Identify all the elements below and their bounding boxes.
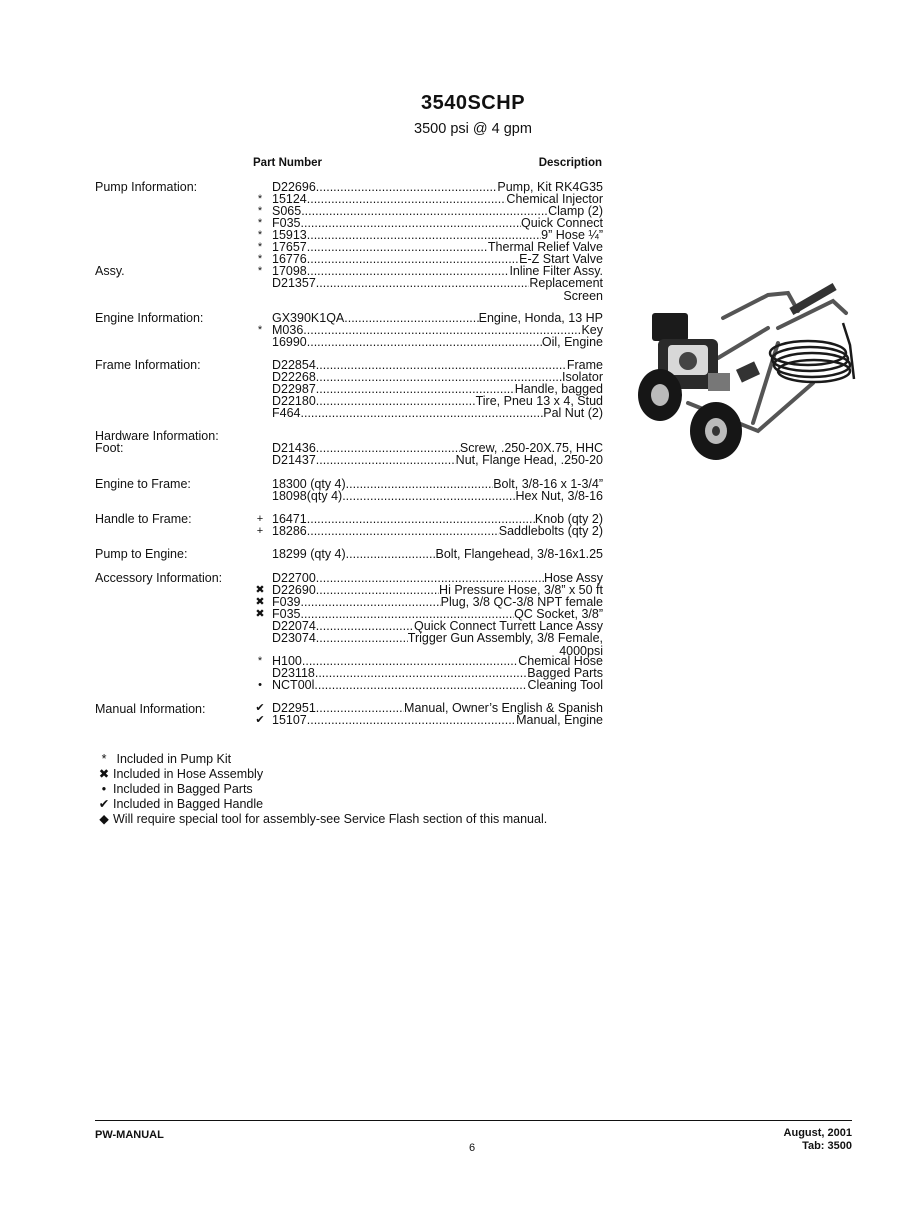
part-number: D22696 [272,180,316,194]
section-label-pump-to-engine: Pump to Engine: [95,547,188,561]
legend-item [95,812,547,826]
leader-dots [342,491,515,503]
part-description: Pump, Kit RK4G35 [497,180,603,194]
part-marker: * [257,229,263,241]
leader-dots [307,337,542,349]
part-marker: ✖ [255,584,265,596]
footer-date: August, 2001 [783,1127,852,1139]
part-description: Chemical Injector [506,192,603,206]
part-row [253,715,603,727]
part-row [253,680,603,692]
part-number: 18300 (qty 4) [272,477,346,491]
part-number: S065 [272,204,302,218]
footer-date-tab [784,1127,852,1153]
part-description: Nut, Flange Head, .250-20 [455,453,603,467]
part-description: E-Z Start Valve [519,252,603,266]
part-number: F039 [272,595,301,609]
part-number: 15107 [272,713,307,727]
part-description: Bagged Parts [527,666,603,680]
part-number: D22690 [272,583,316,597]
part-marker: ✖ [255,596,265,608]
description-continuation: 4000psi [559,644,603,658]
part-marker: * [257,265,263,277]
part-description: Plug, 3/8 QC-3/8 NPT female [440,595,603,609]
part-number: M036 [272,323,304,337]
description-continuation: Screen [563,289,603,303]
part-number: D23074 [272,631,316,645]
part-marker: • [258,679,262,691]
part-description: QC Socket, 3/8” [514,607,603,621]
leader-dots [346,549,436,561]
checkmark-icon: ✔ [98,797,110,811]
part-number: D22951 [272,701,316,715]
leader-dots [302,656,518,668]
leader-dots [316,278,530,290]
part-marker: * [257,217,263,229]
legend-text: Included in Bagged Handle [113,797,264,811]
part-number: 17098 [272,264,307,278]
part-number: 18299 (qty 4) [272,547,346,561]
column-header-description: Description [538,157,602,169]
leader-dots [316,182,498,194]
leader-dots [316,621,414,633]
part-number: NCT00l [272,678,315,692]
legend-item [95,767,263,781]
part-number: GX390K1QA [272,311,345,325]
part-number: D21436 [272,441,316,455]
part-marker: * [257,655,263,667]
leader-dots [316,585,439,597]
part-number: F035 [272,607,301,621]
section-label-assy: Assy. [95,264,125,278]
leader-dots [344,313,478,325]
part-marker: ✔ [255,714,265,726]
part-description: Inline Filter Assy. [509,264,603,278]
part-description: 9” Hose ¼” [541,228,603,242]
part-number: F464 [272,406,301,420]
part-number: D21437 [272,453,316,467]
leader-dots [316,443,460,455]
part-description: Key [581,323,603,337]
section-label-manual: Manual Information: [95,702,206,716]
part-row [253,633,603,645]
leader-dots [307,242,488,254]
part-row [253,455,603,467]
part-row [253,337,603,349]
part-description: Hose Assy [543,571,603,585]
part-description: Quick Connect [521,216,603,230]
part-row [253,491,603,503]
part-marker: * [257,205,263,217]
part-number: D22180 [272,394,316,408]
part-number: 16471 [272,512,307,526]
legend-item [95,797,263,811]
footer-divider [95,1120,852,1121]
part-number: D21357 [272,276,316,290]
part-number: D22987 [272,382,316,396]
part-description: Handle, bagged [514,382,603,396]
column-header-part-number: Part Number [253,157,323,169]
part-description: Quick Connect Turrett Lance Assy [414,619,603,633]
part-description: Bolt, Flangehead, 3/8-16x1.25 [435,547,603,561]
legend-item [95,782,253,796]
part-number: 18286 [272,524,307,538]
legend-text: Included in Pump Kit [116,752,232,766]
footer-tab: Tab: 3500 [802,1140,852,1152]
part-description: Trigger Gun Assembly, 3/8 Female, [407,631,603,645]
model-subtitle: 3500 psi @ 4 gpm [414,121,532,137]
part-description: Tire, Pneu 13 x 4, Stud [475,394,603,408]
section-label-pump: Pump Information: [95,180,198,194]
part-marker: * [257,241,263,253]
leader-dots [316,703,404,715]
part-description: Pal Nut (2) [543,406,603,420]
part-number: 16990 [272,335,307,349]
leader-dots [301,206,548,218]
section-label-hardware: Hardware Information: [95,429,219,443]
legend-item [95,752,231,766]
part-marker: * [257,253,263,265]
leader-dots [307,266,510,278]
model-title: 3540SCHP [420,92,526,114]
part-marker: * [257,193,263,205]
part-description: Saddlebolts (qty 2) [498,524,603,538]
part-number: D22700 [272,571,316,585]
legend-text: Included in Hose Assembly [113,767,264,781]
part-description: Hi Pressure Hose, 3/8” x 50 ft [439,583,603,597]
part-number: F035 [272,216,301,230]
part-number: 17657 [272,240,307,254]
part-description: Engine, Honda, 13 HP [478,311,603,325]
pressure-washer-illustration [628,283,860,463]
leader-dots [316,360,567,372]
part-description: Cleaning Tool [527,678,603,692]
leader-dots [301,218,522,230]
bullet-icon: • [101,782,107,796]
section-label-frame: Frame Information: [95,358,201,372]
section-label-accessory: Accessory Information: [95,571,223,585]
part-number: D22854 [272,358,316,372]
part-number: D23118 [272,666,315,680]
leader-dots [301,408,544,420]
part-description: Manual, Owner’s English & Spanish [404,701,603,715]
leader-dots [307,526,499,538]
section-label-engine-to-frame: Engine to Frame: [95,477,191,491]
part-description: Chemical Hose [518,654,603,668]
part-row [253,313,603,325]
part-description: Hex Nut, 3/8-16 [515,489,603,503]
part-number: H100 [272,654,302,668]
leader-dots [314,680,527,692]
part-description: Frame [566,358,603,372]
part-row [253,278,603,290]
part-row [253,526,603,538]
part-description: Screw, .250-20X.75, HHC [459,441,603,455]
part-number: 16776 [272,252,307,266]
part-marker: * [257,324,263,336]
part-marker: + [256,525,264,537]
diamond-icon: ◆ [99,812,109,826]
part-description: Knob (qty 2) [534,512,603,526]
part-marker: + [256,513,264,525]
page-number: 6 [469,1142,476,1154]
cross-icon: ✖ [98,767,110,781]
leader-dots [316,396,476,408]
part-number: 15124 [272,192,307,206]
part-description: Clamp (2) [548,204,603,218]
part-marker: ✖ [255,608,265,620]
leader-dots [307,194,507,206]
leader-dots [307,715,516,727]
leader-dots [316,633,408,645]
part-description: Thermal Relief Valve [487,240,603,254]
section-label-engine: Engine Information: [95,311,204,325]
legend-text: Included in Bagged Parts [113,782,253,796]
section-label-handle-to-frame: Handle to Frame: [95,512,192,526]
part-description: Isolator [562,370,603,384]
legend-text: Will require special tool for assembly-see Service Flash section of this manual. [113,812,548,826]
part-row [253,549,603,561]
part-row [253,408,603,420]
leader-dots [316,455,456,467]
part-number: D22268 [272,370,316,384]
part-number: D22074 [272,619,316,633]
asterisk-icon: * [101,752,107,766]
part-description: Manual, Engine [516,713,603,727]
leader-dots [346,479,494,491]
part-marker: ✔ [255,702,265,714]
leader-dots [303,325,581,337]
part-number: 15913 [272,228,307,242]
footer-manual-name: PW-MANUAL [95,1129,164,1141]
part-number: 18098(qty 4) [272,489,343,503]
part-description: Replacement [529,276,603,290]
leader-dots [307,254,519,266]
part-description: Oil, Engine [541,335,603,349]
part-description: Bolt, 3/8-16 x 1-3/4” [493,477,603,491]
section-label-foot: Foot: [95,441,124,455]
leader-dots [315,668,527,680]
leader-dots [301,597,441,609]
